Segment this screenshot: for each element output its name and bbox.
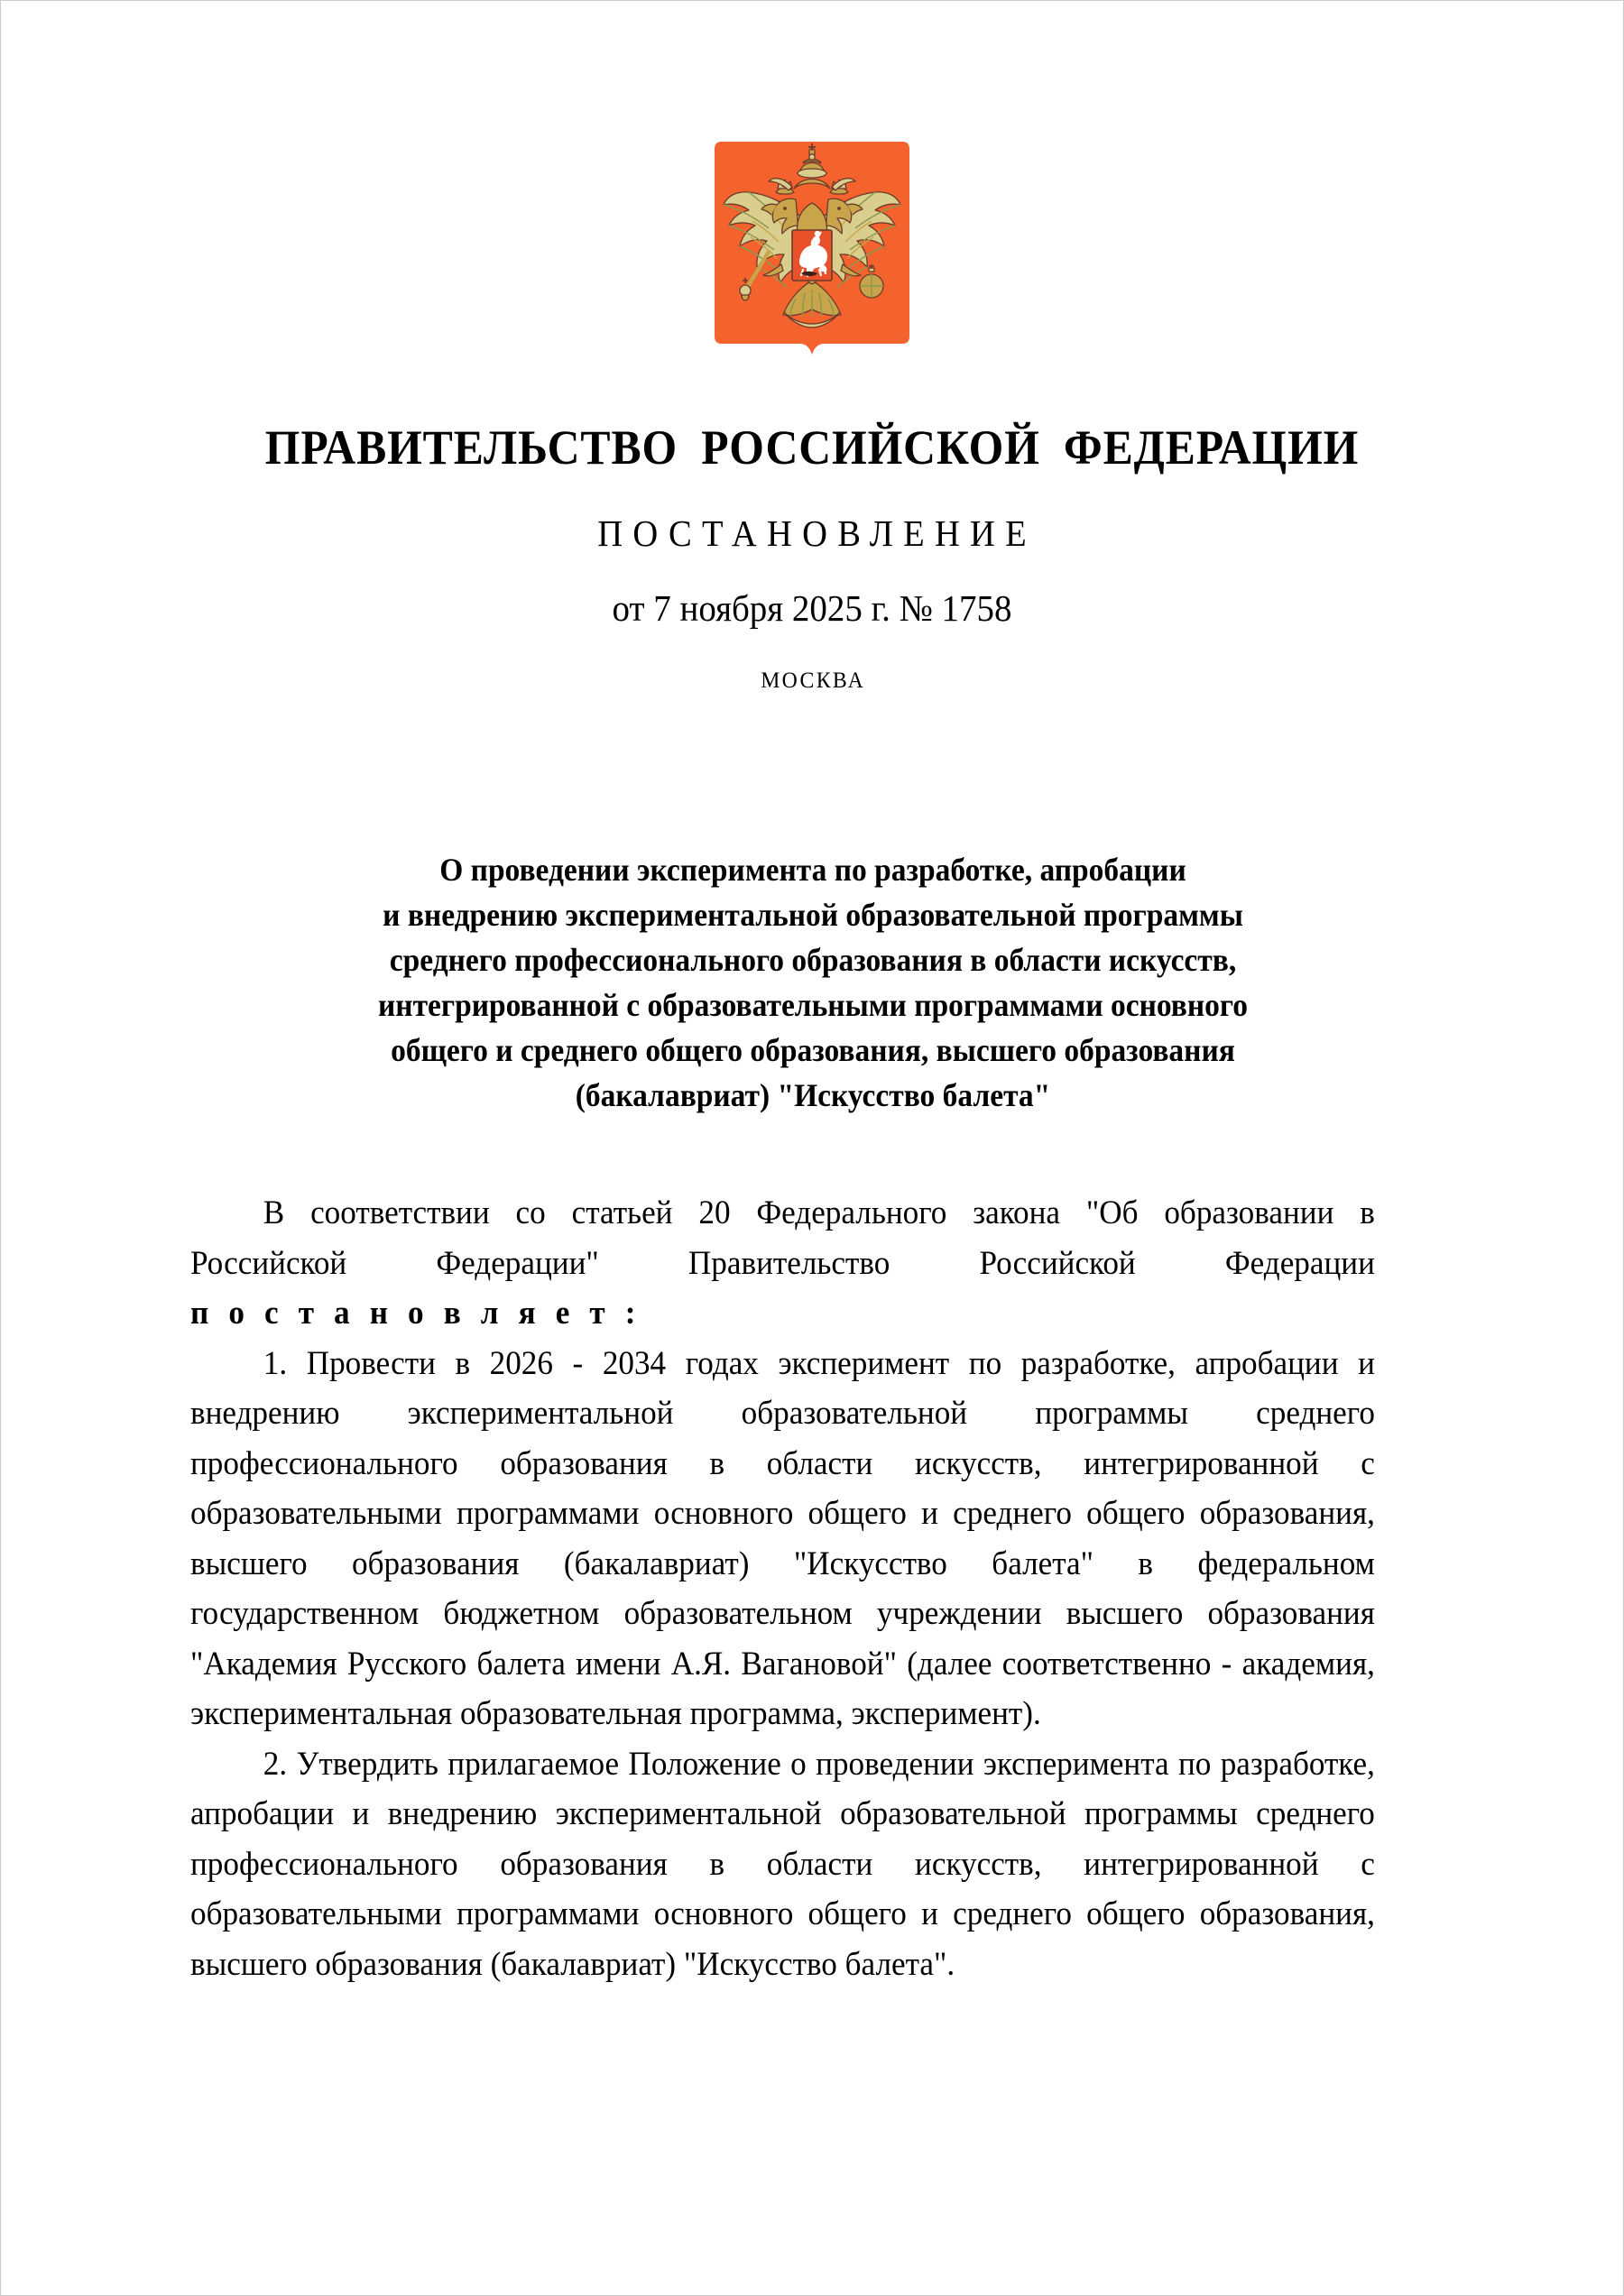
document-body: [190, 1188, 1375, 1989]
clause-number: 2.: [263, 1745, 288, 1783]
clause-paragraph-1: [190, 1339, 1375, 1739]
document-date-number: от 7 ноября 2025 г. № 1758: [612, 587, 1012, 629]
clause-text: Утвердить прилагаемое Положение о проведении эксперимента по разработке, апробации и внедрению экспериментальной образовательной программы среднего профессионального образования в области искусств, интегрированной с образовательными программами основного общего и среднего общего образования, высшего образования (бакалавриат) "Искусство балета".: [190, 1745, 1375, 1983]
preamble-paragraph: [190, 1188, 1375, 1339]
decree-verb: п о с т а н о в л я е т :: [190, 1295, 642, 1332]
subject-line: О проведении эксперимента по разработке, апробации: [439, 852, 1186, 888]
coat-of-arms-container: [1, 136, 1623, 380]
document-subject: [234, 847, 1391, 1118]
subject-line: среднего профессионального образования в области искусств,: [389, 942, 1237, 978]
subject-line: общего и среднего общего образования, высшего образования: [391, 1032, 1235, 1068]
document-city: МОСКВА: [761, 669, 866, 693]
subject-line: и внедрению экспериментальной образовательной программы: [383, 897, 1243, 933]
clause-paragraph-2: [190, 1739, 1375, 1990]
clause-text: Провести в 2026 - 2034 годах эксперимент по разработке, апробации и внедрению экспериментальной образовательной программы среднего профессионального образования в области искусств, интегрированной с образовательными программами основного общего и среднего общего образования, высшего образования (бакалавриат) "Искусство балета" в федеральном государственном бюджетном образовательном учреждении высшего образования "Академия Русского балета имени А.Я. Вагановой" (далее соответственно - академия, экспериментальная образовательная программа, эксперимент).: [190, 1344, 1375, 1732]
government-title: ПРАВИТЕЛЬСТВО РОССИЙСКОЙ ФЕДЕРАЦИИ: [264, 420, 1360, 475]
clause-number: 1.: [263, 1344, 288, 1382]
subject-line: интегрированной с образовательными программами основного: [377, 987, 1249, 1023]
russian-coat-of-arms-icon: [706, 136, 918, 380]
preamble-text: В соответствии со статьей 20 Федерального закона "Об образовании в Российской Федерации" Правительство Российской Федерации: [190, 1194, 1375, 1282]
document-kind: ПОСТАНОВЛЕНИЕ: [597, 512, 1037, 554]
subject-line: (бакалавриат) "Искусство балета": [575, 1077, 1051, 1113]
